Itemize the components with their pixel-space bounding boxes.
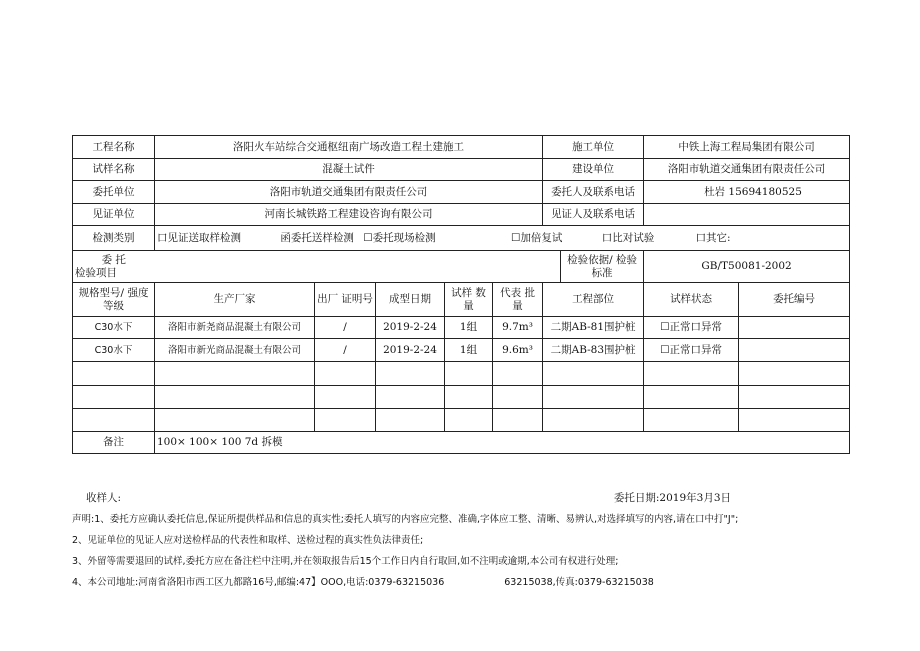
row-commission-no [739,339,850,362]
option-double-retest[interactable]: ☐加倍复试 [510,231,563,244]
col-quantity: 试样 数量 [445,283,493,317]
col-certificate: 出厂 证明号 [315,283,376,317]
test-category-options [155,226,850,251]
col-manufacturer: 生产厂家 [155,283,315,317]
table-row-empty [73,409,850,432]
sample-name-value: 混凝土试件 [155,159,543,181]
signature-line [72,488,849,509]
construction-unit-label: 施工单位 [543,136,644,159]
client-unit-value: 洛阳市轨道交通集团有限责任公司 [155,181,543,204]
construction-unit-value: 中铁上海工程局集团有限公司 [644,136,850,159]
row-quantity: 1组 [445,317,493,339]
witness-contact-value [644,204,850,226]
test-basis-label: 检验依据/ 检验标准 [561,251,644,283]
col-rep-batch: 代表 批量 [493,283,543,317]
row-molding-date: 2019-2-24 [376,317,445,339]
test-item-label-line1: 委 托 [101,253,126,266]
test-basis-value: GB/T50081-2002 [644,251,850,283]
witness-unit-value: 河南长城铁路工程建设咨询有限公司 [155,204,543,226]
witness-contact-label: 见证人及联系电话 [543,204,644,226]
option-comparison-test[interactable]: 口比对试验 [601,231,655,244]
option-witness-sampling[interactable]: 口见证送取样检测 [157,231,241,244]
commission-date: 委托日期:2019年3月3日 [613,492,731,504]
row-manufacturer: 洛阳市新光商品混凝土有限公司 [155,339,315,362]
receiver-label: 收样人: [86,492,122,504]
table-row-empty [73,386,850,409]
test-item-label-line2: 检验项目 [75,266,117,279]
row-quantity: 1组 [445,339,493,362]
table-row [73,339,850,362]
statement-note-3: 3、外留等需要退回的试样,委托方应在备注栏中注明,并在领取报告后15个工作日内自行取回,如不注明或逾期,本公司有权进行处理; [72,556,619,567]
col-molding-date: 成型日期 [376,283,445,317]
row-rep-batch: 9.6m³ [493,339,543,362]
sample-name-label: 试样名称 [73,159,155,181]
option-other[interactable]: 口其它: [695,231,731,244]
remarks-label: 备注 [73,432,155,454]
row-status[interactable]: ☐正常口异常 [644,317,739,339]
remarks-value: 100× 100× 100 7d 拆模 [155,432,850,454]
builder-unit-label: 建设单位 [543,159,644,181]
test-item-label [73,251,155,283]
client-unit-label: 委托单位 [73,181,155,204]
client-contact-value: 杜岩 15694180525 [644,181,850,204]
row-manufacturer: 洛阳市新尧商品混凝土有限公司 [155,317,315,339]
table-row [73,317,850,339]
footer-notes [72,488,849,593]
row-certificate: / [315,339,376,362]
col-commission-no: 委托编号 [739,283,850,317]
option-commission-sampling[interactable]: 函委托送样检测 [280,231,354,244]
row-spec: C30水下 [73,317,155,339]
row-rep-batch: 9.7m³ [493,317,543,339]
col-location: 工程部位 [543,283,644,317]
statement-note-4 [72,572,849,593]
statement-note-2: 2、见证单位的见证人应对送检样品的代表性和取样、送检过程的真实性负法律责任; [72,535,424,546]
project-name-label: 工程名称 [73,136,155,159]
builder-unit-value: 洛阳市轨道交通集团有限责任公司 [644,159,850,181]
row-location: 二期AB-83围护桩 [543,339,644,362]
company-address: 4、本公司地址:河南省洛阳市西工区九都路16号,邮编:47】OOO,电话:0379-63215036 [72,577,445,588]
col-spec: 规格型号/ 强度等级 [73,283,155,317]
row-status[interactable]: ☐正常口异常 [644,339,739,362]
client-contact-label: 委托人及联系电话 [543,181,644,204]
test-category-label: 检测类别 [73,226,155,251]
row-molding-date: 2019-2-24 [376,339,445,362]
row-commission-no [739,317,850,339]
company-fax: 63215038,传真:0379-63215038 [504,577,654,588]
commission-form [72,135,849,454]
witness-unit-label: 见证单位 [73,204,155,226]
option-onsite-testing[interactable]: ☐委托现场检测 [363,231,436,244]
row-spec: C30水下 [73,339,155,362]
row-certificate: / [315,317,376,339]
row-location: 二期AB-81围护桩 [543,317,644,339]
test-item-value [155,251,561,283]
statement-note-1: 声明:1、委托方应确认委托信息,保证所提供样品和信息的真实性;委托人填写的内容应完整、准确,字体应工整、清晰、易辨认,对选择填写的内容,请在口中打"J"; [72,514,739,525]
project-name-value: 洛阳火车站综合交通枢纽南广场改造工程土建施工 [155,136,543,159]
table-row-empty [73,362,850,386]
col-status: 试样状态 [644,283,739,317]
commission-table [72,135,850,454]
